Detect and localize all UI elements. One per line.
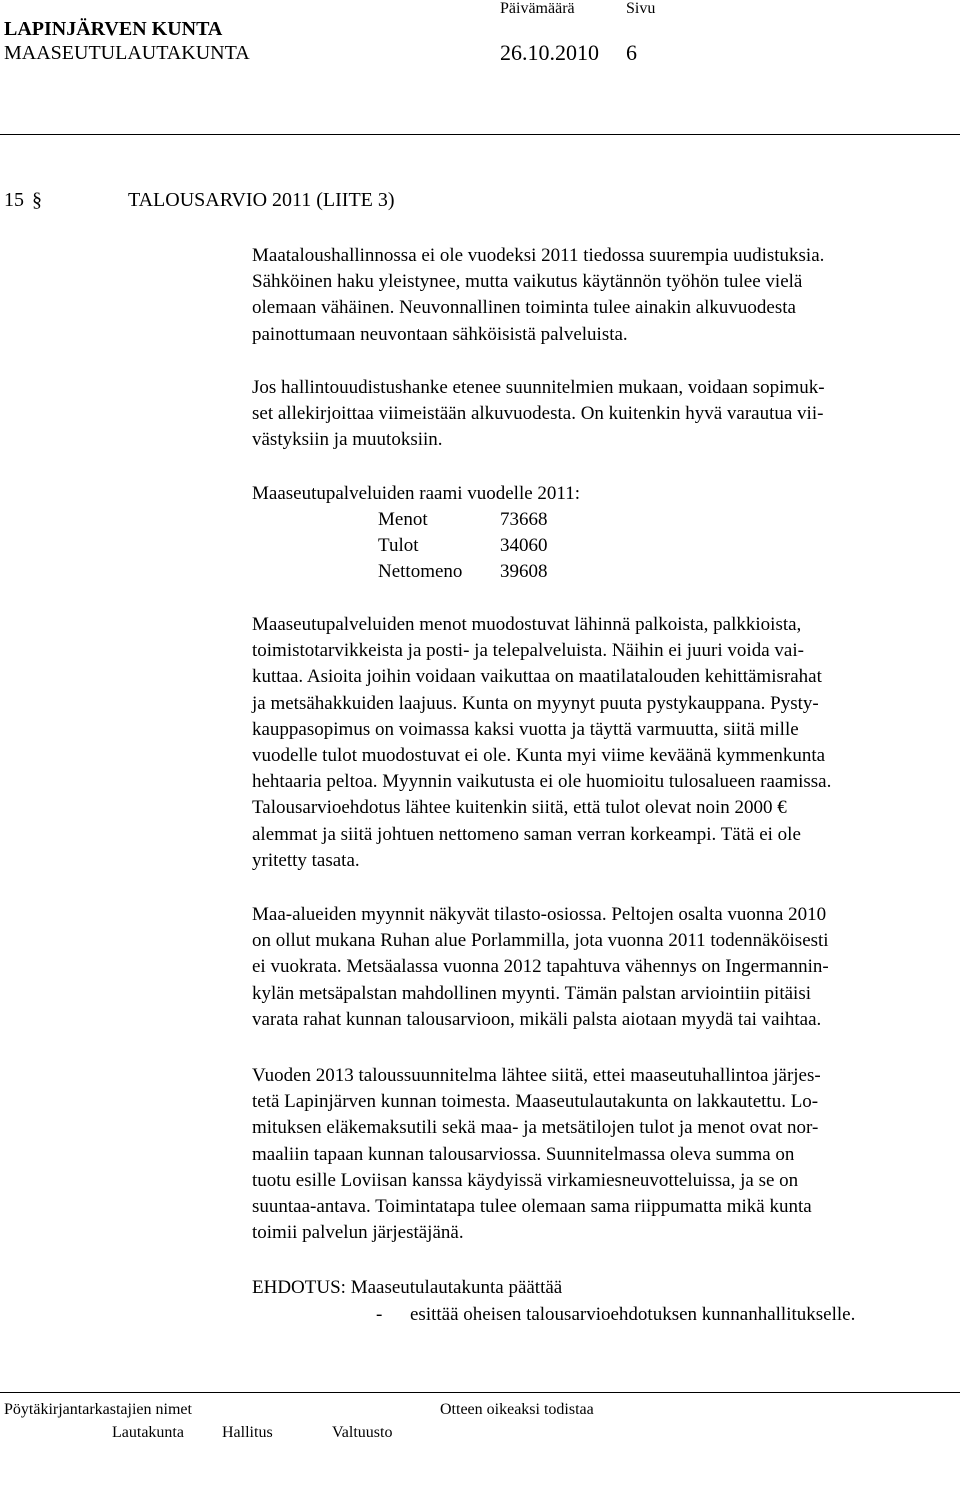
paragraph-line: ei vuokrata. Metsäalassa vuonna 2012 tapahtuva vähennys on Ingermannin- bbox=[252, 956, 829, 978]
paragraph-line: västyksiin ja muutoksiin. bbox=[252, 429, 443, 451]
meeting-date: 26.10.2010 bbox=[500, 40, 599, 65]
budget-frame-intro: Maaseutupalveluiden raami vuodelle 2011: bbox=[252, 483, 581, 504]
paragraph-line: Vuoden 2013 taloussuunnitelma lähtee siitä, ettei maaseutuhallintoa järjes- bbox=[252, 1065, 821, 1086]
board-name: MAASEUTULAUTAKUNTA bbox=[4, 42, 250, 64]
reviewers-label: Pöytäkirjantarkastajien nimet bbox=[4, 1401, 192, 1418]
section-number: 15 bbox=[4, 189, 24, 211]
paragraph-line: toimistotarvikkeista ja posti- ja telepalveluista. Näihin ei juuri voida vai- bbox=[252, 640, 804, 662]
paragraph-line: mituksen eläkemaksutili sekä maa- ja metsätilojen tulot ja menot ovat nor- bbox=[252, 1117, 819, 1139]
page-number: 6 bbox=[626, 40, 637, 65]
paragraph-line: olemaan vähäinen. Neuvonnallinen toiminta tulee ainakin alkuvuodesta bbox=[252, 297, 796, 319]
budget-value-net: 39608 bbox=[500, 561, 548, 582]
paragraph-line: hehtaaria peltoa. Myynnin vaikutusta ei ole huomioitu tulosalueen raamissa. bbox=[252, 771, 832, 793]
paragraph-administration bbox=[252, 375, 954, 454]
footer-divider bbox=[0, 1392, 960, 1393]
paragraph-line: kauppasopimus on voimassa kaksi vuotta ja täyttä varmuutta, siitä mille bbox=[252, 718, 799, 740]
budget-label-net: Nettomeno bbox=[378, 561, 463, 582]
paragraph-line: alemmat ja siitä johtuen nettomeno saman verran korkeampi. Tätä ei ole bbox=[252, 823, 801, 845]
proposal-bullet: - bbox=[376, 1304, 383, 1325]
organization-name: LAPINJÄRVEN KUNTA bbox=[4, 18, 223, 40]
paragraph-line: vuodelle tulot muodostuvat ei ole. Kunta myi viime keväänä kymmenkunta bbox=[252, 745, 826, 767]
paragraph-expenses bbox=[252, 612, 954, 874]
header-divider bbox=[0, 134, 960, 135]
paragraph-line: ja metsähakkuiden laajuus. Kunta on myynyt puuta pystykauppana. Pysty- bbox=[252, 692, 819, 714]
budget-value-expenses: 73668 bbox=[500, 509, 548, 530]
footer-body-council: Valtuusto bbox=[332, 1424, 393, 1441]
paragraph-line: tuotu esille Loviisan kanssa käydyissä virkamiesneuvotteluissa, ja se on bbox=[252, 1169, 799, 1191]
paragraph-line: yritetty tasata. bbox=[252, 849, 360, 871]
section-title: TALOUSARVIO 2011 (LIITE 3) bbox=[128, 189, 395, 211]
date-label: Päivämäärä bbox=[500, 0, 575, 17]
paragraph-line: Maataloushallinnossa ei ole vuodeksi 2011 tiedossa suurempia uudistuksia. bbox=[252, 245, 825, 266]
paragraph-line: maaliin tapaan kunnan talousarviossa. Suunnitelmassa oleva summa on bbox=[252, 1143, 795, 1165]
paragraph-2013-plan bbox=[252, 1063, 954, 1246]
paragraph-line: kylän metsäpalstan mahdollinen myynti. Tämän palstan arviointiin pitäisi bbox=[252, 982, 811, 1004]
paragraph-land-sales bbox=[252, 902, 954, 1033]
proposal-heading: EHDOTUS: Maaseutulautakunta päättää bbox=[252, 1277, 563, 1298]
footer-body-board: Lautakunta bbox=[112, 1424, 184, 1441]
proposal-item: esittää oheisen talousarvioehdotuksen kunnanhallitukselle. bbox=[410, 1304, 856, 1325]
paragraph-line: tetä Lapinjärven kunnan toimesta. Maaseutulautakunta on lakkautettu. Lo- bbox=[252, 1091, 819, 1113]
paragraph-line: on ollut mukana Ruhan alue Porlammilla, jota vuonna 2011 todennäköisesti bbox=[252, 930, 829, 952]
budget-label-expenses: Menot bbox=[378, 509, 428, 530]
paragraph-line: set allekirjoittaa viimeistään alkuvuodesta. On kuitenkin hyvä varautua vii- bbox=[252, 403, 824, 425]
paragraph-line: Maaseutupalveluiden menot muodostuvat lähinnä palkoista, palkkioista, bbox=[252, 614, 802, 635]
budget-label-income: Tulot bbox=[378, 535, 419, 556]
paragraph-line: suuntaa-antava. Toimintatapa tulee olemaan sama riippumatta mikä kunta bbox=[252, 1196, 812, 1218]
paragraph-line: Talousarvioehdotus lähtee kuitenkin siitä, että tulot olevat noin 2000 € bbox=[252, 797, 787, 819]
paragraph-line: toimii palvelun järjestäjänä. bbox=[252, 1222, 464, 1244]
paragraph-line: Jos hallintouudistushanke etenee suunnitelmien mukaan, voidaan sopimuk- bbox=[252, 377, 825, 398]
extract-label: Otteen oikeaksi todistaa bbox=[440, 1401, 594, 1418]
paragraph-reform bbox=[252, 243, 954, 348]
paragraph-line: Maa-alueiden myynnit näkyvät tilasto-osiossa. Peltojen osalta vuonna 2010 bbox=[252, 904, 827, 925]
budget-value-income: 34060 bbox=[500, 535, 548, 556]
paragraph-line: varata rahat kunnan talousarvioon, mikäli palsta aiotaan myydä tai vaihtaa. bbox=[252, 1008, 822, 1030]
paragraph-line: painottumaan neuvontaan sähköisistä palveluista. bbox=[252, 323, 628, 345]
footer-body-government: Hallitus bbox=[222, 1424, 273, 1441]
paragraph-line: kuttaa. Asioita joihin voidaan vaikuttaa on maatilatalouden kehittämisrahat bbox=[252, 666, 822, 688]
paragraph-line: Sähköinen haku yleistynee, mutta vaikutus käytännön työhön tulee vielä bbox=[252, 271, 803, 293]
section-mark: § bbox=[32, 189, 42, 211]
page-label: Sivu bbox=[626, 0, 656, 17]
